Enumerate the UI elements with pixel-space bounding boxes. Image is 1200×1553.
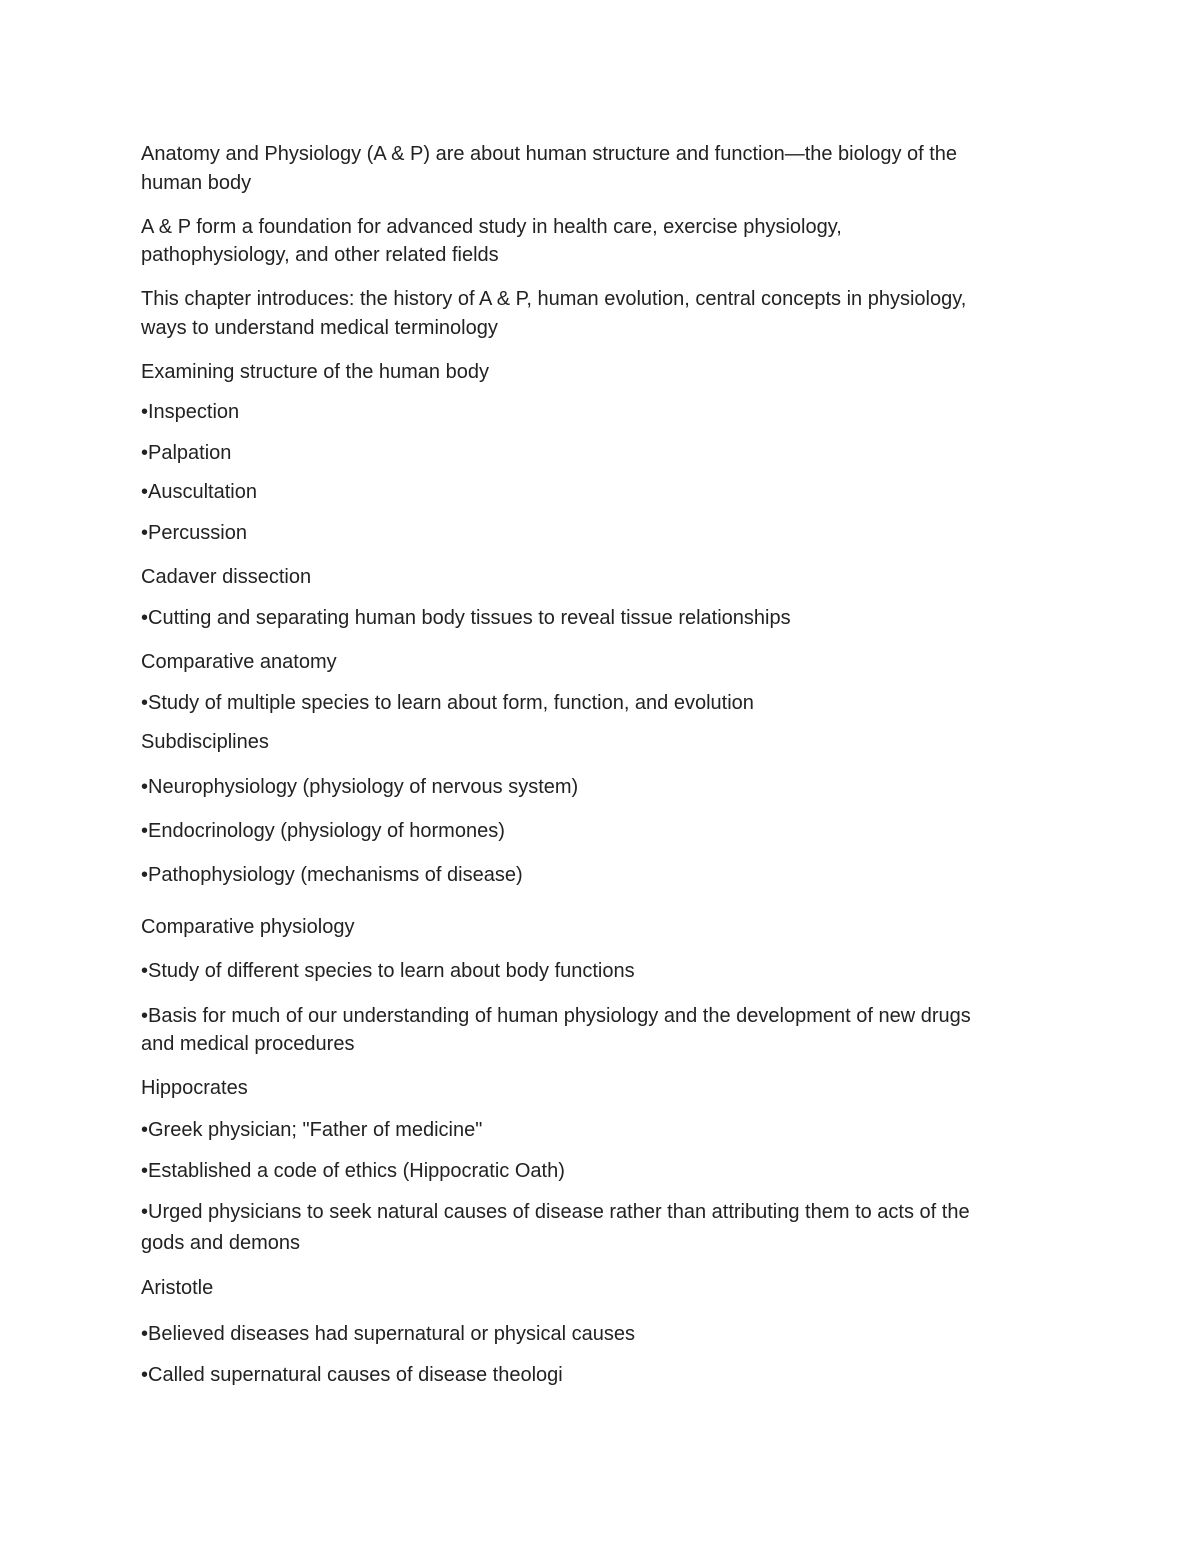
heading-line: Comparative physiology [141, 916, 355, 938]
bullet-item: •Study of different species to learn about body functions [141, 960, 635, 982]
text-line: Anatomy and Physiology (A & P) are about human structure and function—the biology of the [141, 143, 958, 165]
bullet-item: •Urged physicians to seek natural causes of disease rather than attributing them to acts of the [141, 1201, 970, 1223]
bullet-item: •Called supernatural causes of disease theologi [141, 1364, 563, 1386]
bullet-item: •Endocrinology (physiology of hormones) [141, 820, 505, 842]
bullet-item: •Greek physician; "Father of medicine" [141, 1119, 483, 1141]
bullet-item: •Inspection [141, 401, 240, 423]
bullet-item: •Pathophysiology (mechanisms of disease) [141, 864, 523, 886]
heading-line: Cadaver dissection [141, 566, 312, 588]
heading-line: Comparative anatomy [141, 651, 337, 673]
text-line: ways to understand medical terminology [141, 317, 498, 339]
heading-line: Aristotle [141, 1277, 214, 1299]
text-line: human body [141, 172, 252, 194]
bullet-item: •Established a code of ethics (Hippocratic Oath) [141, 1160, 565, 1182]
bullet-item: •Cutting and separating human body tissues to reveal tissue relationships [141, 607, 791, 629]
bullet-item: •Neurophysiology (physiology of nervous system) [141, 776, 579, 798]
heading-line: Subdisciplines [141, 731, 269, 753]
bullet-item: •Study of multiple species to learn about form, function, and evolution [141, 692, 754, 714]
heading-line: Examining structure of the human body [141, 361, 489, 383]
text-line: gods and demons [141, 1232, 301, 1254]
bullet-item: •Basis for much of our understanding of human physiology and the development of new drugs [141, 1005, 971, 1027]
bullet-item: •Palpation [141, 442, 232, 464]
bullet-item: •Percussion [141, 522, 247, 544]
text-line: and medical procedures [141, 1033, 355, 1055]
text-line: This chapter introduces: the history of A & P, human evolution, central concepts in physiology, [141, 288, 967, 310]
bullet-item: •Auscultation [141, 481, 257, 503]
heading-line: Hippocrates [141, 1077, 248, 1099]
text-line: A & P form a foundation for advanced study in health care, exercise physiology, [141, 216, 842, 238]
text-line: pathophysiology, and other related fields [141, 244, 499, 266]
bullet-item: •Believed diseases had supernatural or physical causes [141, 1323, 635, 1345]
